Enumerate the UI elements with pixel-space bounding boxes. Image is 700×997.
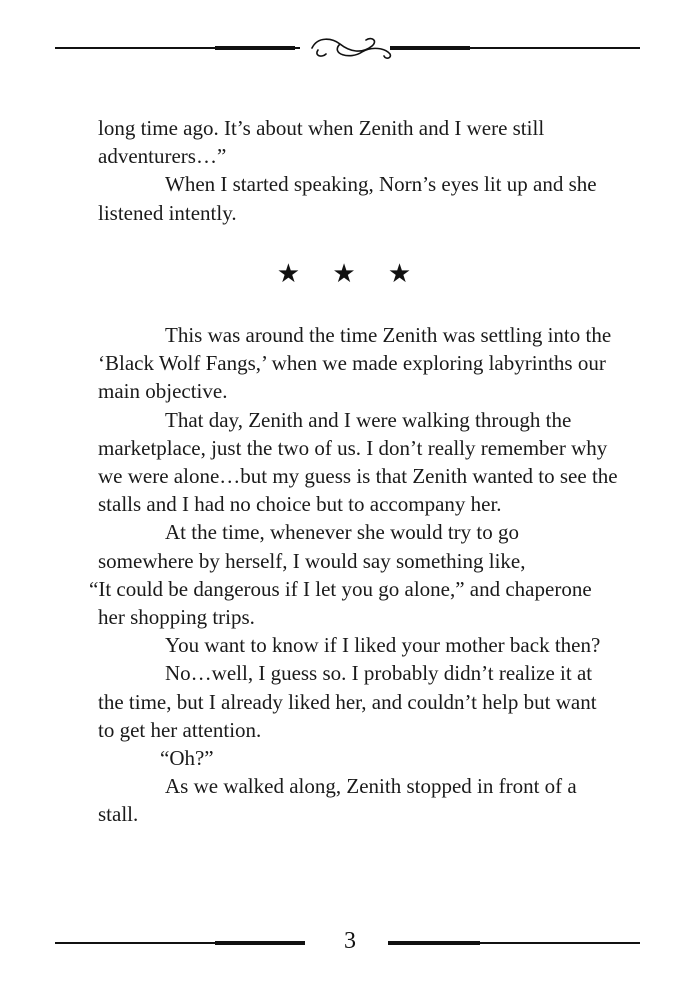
paragraph: long time ago. It’s about when Zenith and I were still adventurers…” [98, 116, 545, 169]
scene-break: ★ ★ ★ [276, 259, 424, 289]
paragraph: At the time, whenever she would try to go somewhere by herself, I would say something like, [98, 520, 526, 573]
section-opening [98, 114, 618, 227]
paragraph: When I started speaking, Norn’s eyes lit up and she listened intently. [98, 172, 597, 225]
section-main [89, 321, 618, 829]
flourish-icon [312, 39, 390, 59]
dialogue-line: “Oh?” [160, 746, 214, 771]
paragraph: That day, Zenith and I were walking through the marketplace, just the two of us. I don’t really remember why we were alone…but my guess is that Zenith wanted to see the stalls and I had no choice but to accompany her. [98, 407, 618, 517]
paragraph: As we walked along, Zenith stopped in front of a stall. [98, 774, 577, 827]
header-ornament [0, 28, 700, 68]
paragraph: You want to know if I liked your mother back then? [165, 633, 601, 658]
page-number: 3 [344, 928, 356, 954]
paragraph: No…well, I guess so. I probably didn’t realize it at the time, but I already liked her, and couldn’t help but want to get her attention. [98, 661, 597, 742]
paragraph: “It could be dangerous if I let you go alone,” and chaperone her shopping trips. [89, 576, 592, 630]
paragraph: This was around the time Zenith was settling into the ‘Black Wolf Fangs,’ when we made exploring labyrinths our main objective. [98, 323, 612, 404]
